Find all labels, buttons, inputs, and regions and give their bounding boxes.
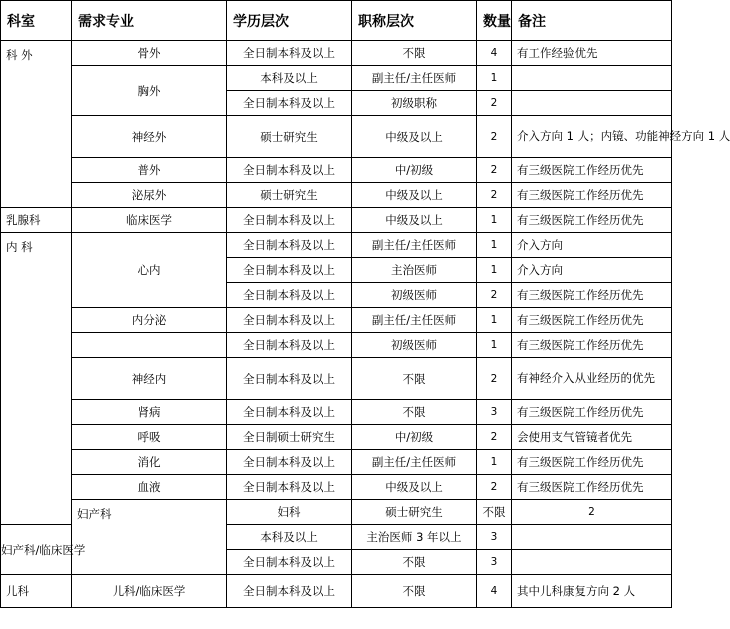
note-cell — [512, 550, 672, 575]
education-cell: 全日制本科及以上 — [227, 333, 352, 358]
count-cell: 4 — [477, 575, 512, 608]
title-cell: 初级医师 — [352, 283, 477, 308]
count-cell: 3 — [477, 550, 512, 575]
title-cell: 初级医师 — [352, 333, 477, 358]
note-cell — [512, 91, 672, 116]
education-cell: 硕士研究生 — [227, 183, 352, 208]
title-cell: 中级及以上 — [352, 475, 477, 500]
education-cell: 全日制本科及以上 — [227, 550, 352, 575]
note-cell: 有三级医院工作经历优先 — [512, 283, 672, 308]
table-row — [1, 475, 672, 500]
education-cell: 全日制本科及以上 — [227, 358, 352, 400]
education-cell: 全日制本科及以上 — [227, 575, 352, 608]
specialty-cell: 临床医学 — [72, 208, 227, 233]
note-cell: 有三级医院工作经历优先 — [512, 475, 672, 500]
count-cell: 2 — [477, 475, 512, 500]
count-cell: 1 — [477, 233, 512, 258]
specialty-cell — [72, 333, 227, 358]
specialty-cell: 神经内 — [72, 358, 227, 400]
specialty-cell: 泌尿外 — [72, 183, 227, 208]
table-row — [1, 400, 672, 425]
dept-pediatrics: 儿科 — [1, 575, 72, 608]
header-specialty: 需求专业 — [72, 1, 227, 41]
count-cell: 1 — [477, 450, 512, 475]
table-row — [1, 41, 672, 66]
specialty-cell: 消化 — [72, 450, 227, 475]
table-row — [1, 450, 672, 475]
education-cell: 全日制本科及以上 — [227, 158, 352, 183]
title-cell: 不限 — [352, 400, 477, 425]
table-row — [1, 158, 672, 183]
table-row — [1, 183, 672, 208]
note-cell: 介入方向 — [512, 233, 672, 258]
count-cell: 1 — [477, 66, 512, 91]
title-cell: 中/初级 — [352, 158, 477, 183]
header-dept: 科室 — [1, 1, 72, 41]
count-cell: 1 — [477, 308, 512, 333]
count-cell: 1 — [477, 333, 512, 358]
specialty-cell: 神经外 — [72, 116, 227, 158]
education-cell: 全日制本科及以上 — [227, 308, 352, 333]
count-cell: 2 — [512, 500, 672, 525]
note-cell: 介入方向 — [512, 258, 672, 283]
education-cell: 全日制本科及以上 — [227, 91, 352, 116]
table-row — [1, 333, 672, 358]
education-cell: 全日制本科及以上 — [227, 41, 352, 66]
table-row — [1, 425, 672, 450]
title-cell: 副主任/主任医师 — [352, 233, 477, 258]
specialty-cell: 儿科/临床医学 — [72, 575, 227, 608]
count-cell: 2 — [477, 358, 512, 400]
table-row — [1, 358, 672, 400]
header-title: 职称层次 — [352, 1, 477, 41]
count-cell: 1 — [477, 208, 512, 233]
dept-surgery: 科 外 — [1, 41, 72, 208]
specialty-cell: 骨外 — [72, 41, 227, 66]
header-education: 学历层次 — [227, 1, 352, 41]
specialty-cell: 呼吸 — [72, 425, 227, 450]
header-row — [1, 1, 672, 41]
specialty-cell: 血液 — [72, 475, 227, 500]
count-cell: 2 — [477, 425, 512, 450]
dept-internal: 内 科 — [1, 233, 72, 525]
specialty-cell: 心内 — [72, 233, 227, 308]
title-cell: 主治医师 — [352, 258, 477, 283]
specialty-cell: 肾病 — [72, 400, 227, 425]
title-cell: 副主任/主任医师 — [352, 66, 477, 91]
dept-breast: 乳腺科 — [1, 208, 72, 233]
title-cell: 不限 — [352, 575, 477, 608]
note-cell: 其中儿科康复方向 2 人 — [512, 575, 672, 608]
count-cell: 1 — [477, 258, 512, 283]
title-cell: 中级及以上 — [352, 208, 477, 233]
count-cell: 2 — [477, 283, 512, 308]
education-cell: 全日制本科及以上 — [227, 475, 352, 500]
table-row — [1, 500, 672, 525]
note-cell: 会使用支气管镜者优先 — [512, 425, 672, 450]
table-row — [1, 208, 672, 233]
title-cell: 不限 — [352, 358, 477, 400]
specialty-cell: 妇产科/临床医学 — [1, 525, 72, 575]
title-cell: 副主任/主任医师 — [352, 308, 477, 333]
note-cell: 有神经介入从业经历的优先 — [512, 358, 672, 400]
title-cell: 主治医师 3 年以上 — [352, 525, 477, 550]
note-cell: 有三级医院工作经历优先 — [512, 158, 672, 183]
education-cell: 硕士研究生 — [227, 116, 352, 158]
count-cell: 3 — [477, 525, 512, 550]
note-cell — [512, 525, 672, 550]
count-cell: 2 — [477, 183, 512, 208]
note-cell: 介入方向 1 人；内镜、功能神经方向 1 人 — [512, 116, 672, 158]
education-cell: 本科及以上 — [227, 66, 352, 91]
note-cell: 有三级医院工作经历优先 — [512, 183, 672, 208]
title-cell: 不限 — [477, 500, 512, 525]
title-cell: 不限 — [352, 41, 477, 66]
specialty-cell: 普外 — [72, 158, 227, 183]
note-cell: 有工作经验优先 — [512, 41, 672, 66]
education-cell: 全日制本科及以上 — [227, 233, 352, 258]
dept-obgyn: 妇产科 — [72, 500, 227, 575]
education-cell: 全日制本科及以上 — [227, 208, 352, 233]
table-row — [1, 233, 672, 258]
title-cell: 初级职称 — [352, 91, 477, 116]
title-cell: 中级及以上 — [352, 116, 477, 158]
education-cell: 全日制本科及以上 — [227, 400, 352, 425]
count-cell: 3 — [477, 400, 512, 425]
table-row — [1, 308, 672, 333]
count-cell: 2 — [477, 116, 512, 158]
note-cell: 有三级医院工作经历优先 — [512, 208, 672, 233]
title-cell: 中级及以上 — [352, 183, 477, 208]
education-cell: 本科及以上 — [227, 525, 352, 550]
count-cell: 2 — [477, 158, 512, 183]
education-cell: 硕士研究生 — [352, 500, 477, 525]
specialty-cell: 胸外 — [72, 66, 227, 116]
note-cell: 有三级医院工作经历优先 — [512, 333, 672, 358]
table-row — [1, 66, 672, 91]
education-cell: 全日制本科及以上 — [227, 258, 352, 283]
header-note: 备注 — [512, 1, 672, 41]
title-cell: 不限 — [352, 550, 477, 575]
table-row — [1, 575, 672, 608]
table-row — [1, 116, 672, 158]
education-cell: 全日制本科及以上 — [227, 283, 352, 308]
title-cell: 副主任/主任医师 — [352, 450, 477, 475]
count-cell: 4 — [477, 41, 512, 66]
note-cell: 有三级医院工作经历优先 — [512, 400, 672, 425]
specialty-cell: 妇科 — [227, 500, 352, 525]
header-count: 数量 — [477, 1, 512, 41]
note-cell: 有三级医院工作经历优先 — [512, 450, 672, 475]
title-cell: 中/初级 — [352, 425, 477, 450]
education-cell: 全日制硕士研究生 — [227, 425, 352, 450]
note-cell — [512, 66, 672, 91]
specialty-cell: 内分泌 — [72, 308, 227, 333]
note-cell: 有三级医院工作经历优先 — [512, 308, 672, 333]
count-cell: 2 — [477, 91, 512, 116]
education-cell: 全日制本科及以上 — [227, 450, 352, 475]
